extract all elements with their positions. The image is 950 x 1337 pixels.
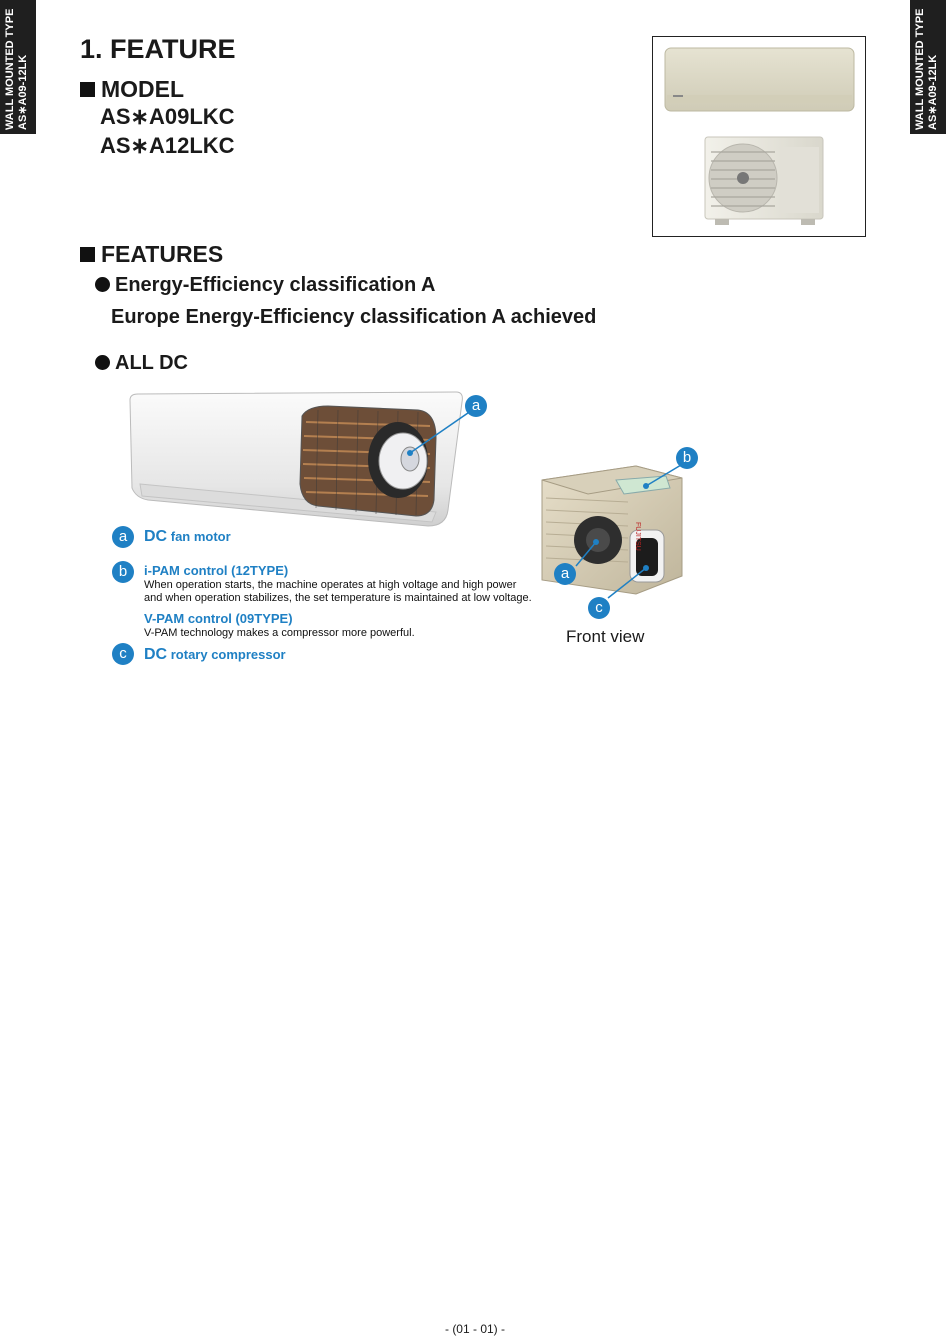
callout-b-outdoor: b [676,447,698,469]
model-1: AS∗A09LKC [100,104,235,129]
side-tab-line2: AS∗A09-12LK [17,54,29,130]
square-bullet-icon [80,247,95,262]
legend-a: DC fan motor [144,528,231,545]
outdoor-brand-label: FUJITSU [634,522,641,551]
legend-b-title: i-PAM control (12TYPE) [144,563,289,578]
front-view-caption: Front view [566,627,645,646]
circle-bullet-icon [95,277,110,292]
circle-bullet-icon [95,355,110,370]
page-title: 1. FEATURE [80,34,236,64]
side-tab-line1: WALL MOUNTED TYPE [914,8,926,130]
callout-c-outdoor: c [588,597,610,619]
model-2: AS∗A12LKC [100,133,235,158]
feature-energy-title: Energy-Efficiency classification A [95,274,435,297]
square-bullet-icon [80,82,95,97]
callout-a-outdoor: a [554,563,576,585]
side-tab-line2: AS∗A09-12LK [927,54,939,130]
product-photo [652,36,866,237]
legend-b-desc: When operation starts, the machine operates at high voltage and high power and when operation stabilizes, the set temperature is maintained at low voltage. [144,579,532,604]
page-number: - (01 - 01) - [444,1322,505,1336]
legend-badge-a: a [112,526,134,548]
legend-badge-c: c [112,643,134,665]
legend-badge-b: b [112,561,134,583]
product-illustration [653,37,865,236]
feature-all-dc: ALL DC [95,352,188,375]
model-heading: MODEL [80,76,184,103]
legend-c: DC rotary compressor [144,646,286,663]
features-heading: FEATURES [80,241,223,268]
indoor-unit-cutaway [118,388,468,533]
feature-energy-sub: Europe Energy-Efficiency classification A achieved [111,306,597,328]
legend-v-title: V-PAM control (09TYPE) [144,611,293,626]
side-tab-line1: WALL MOUNTED TYPE [4,8,16,130]
side-tab-right [910,0,946,134]
legend-v-desc: V-PAM technology makes a compressor more powerful. [144,627,415,639]
callout-a-indoor: a [465,395,487,417]
side-tab-left [0,0,36,134]
